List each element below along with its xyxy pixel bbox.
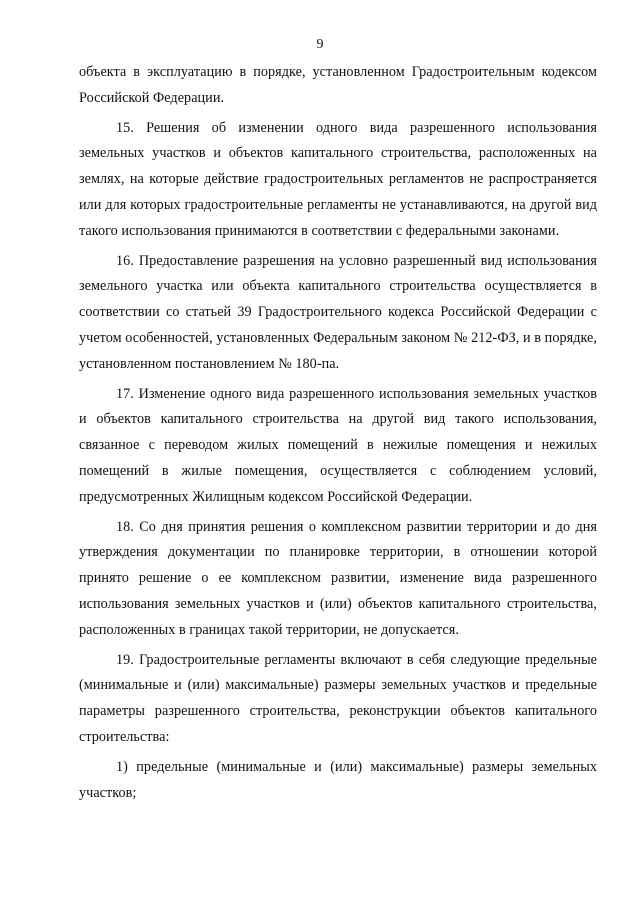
paragraph-16: 16. Предоставление разрешения на условно разрешенный вид использования земельного участка или объекта капитального строительства осуществляется в соответствии со статьей 39 Градостроительного кодекса Российской Федерации с учетом особенностей, установленных Федеральным законом № 212-ФЗ, и в порядке, установленном постановлением № 180-па. [79, 252, 597, 372]
paragraph-continuation: объекта в эксплуатацию в порядке, установленном Градостроительным кодексом Российской Федерации. [79, 64, 597, 106]
paragraph-19-item-1: 1) предельные (минимальные и (или) максимальные) размеры земельных участков; [79, 758, 597, 801]
document-body [79, 60, 597, 806]
paragraph-15: 15. Решения об изменении одного вида разрешенного использования земельных участков и объектов капитального строительства, расположенных на землях, на которые действие градостроительных регламентов не распространяется или для которых градостроительные регламенты не устанавливаются, на другой вид такого использования принимаются в соответствии с федеральными законами. [79, 119, 597, 239]
paragraph-18: 18. Со дня принятия решения о комплексном развитии территории и до дня утверждения документации по планировке территории, в отношении которой принято решение о ее комплексном развитии, изменение вида разрешенного использования земельных участков и (или) объектов капитального строительства, расположенных в границах такой территории, не допускается. [79, 518, 597, 638]
paragraph-19: 19. Градостроительные регламенты включают в себя следующие предельные (минимальные и (или) максимальные) размеры земельных участков и предельные параметры разрешенного строительства, реконструкции объектов капитального строительства: [79, 651, 597, 745]
paragraph-17: 17. Изменение одного вида разрешенного использования земельных участков и объектов капитального строительства на другой вид такого использования, связанное с переводом жилых помещений в нежилые помещения и нежилых помещений в жилые помещения, осуществляется с соблюдением условий, предусмотренных Жилищным кодексом Российской Федерации. [79, 385, 597, 505]
page-number: 9 [316, 37, 324, 52]
